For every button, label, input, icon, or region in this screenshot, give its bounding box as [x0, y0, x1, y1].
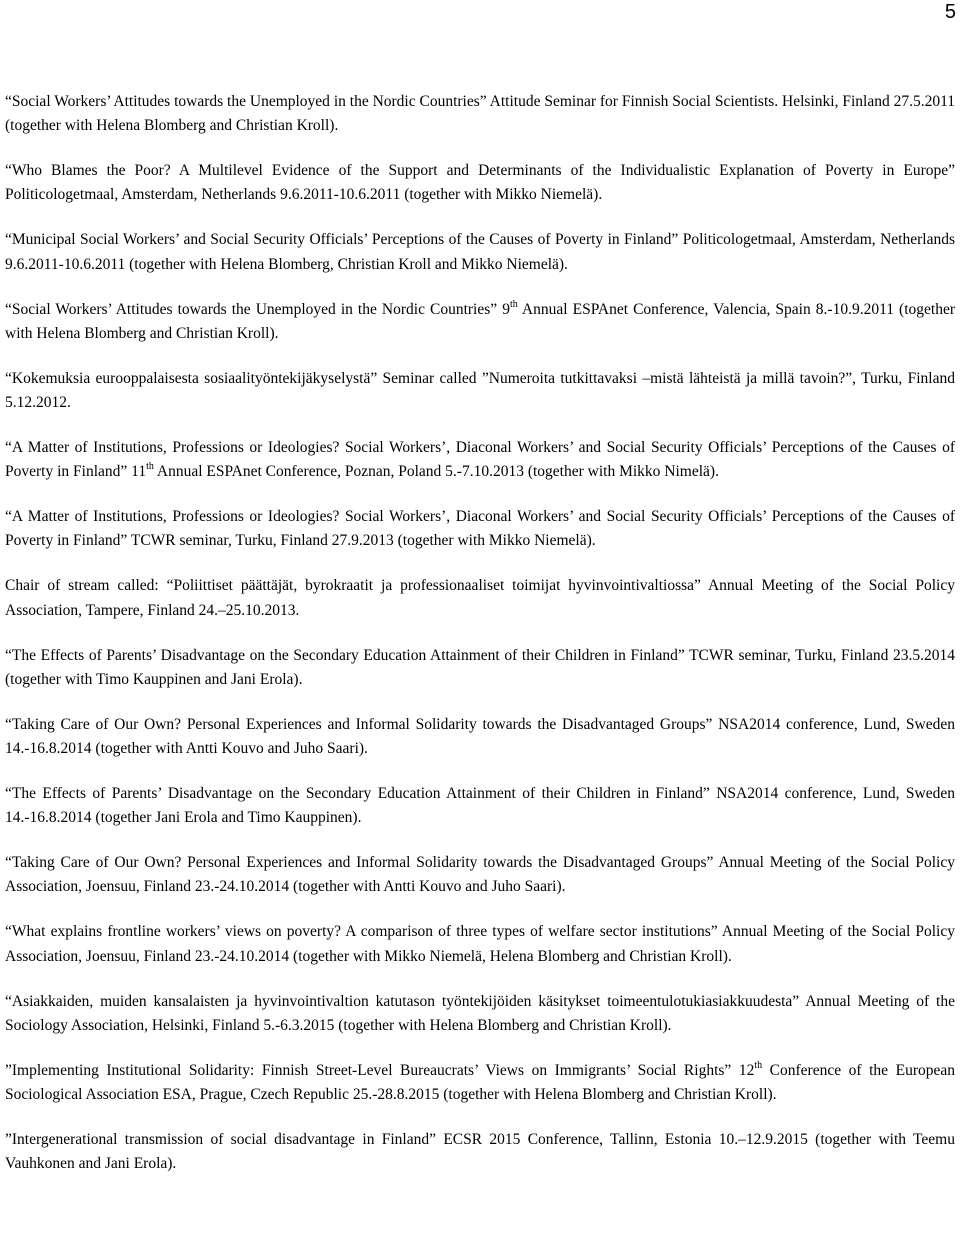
ordinal-suffix: th — [509, 298, 518, 310]
list-item: “Kokemuksia eurooppalaisesta sosiaalityöntekijäkyselystä” Seminar called ”Numeroita tutkittavaksi –mistä lähteistä ja millä tavoin?”, Turku, Finland 5.12.2012. — [5, 369, 955, 412]
page-number: 5 — [944, 1, 956, 23]
list-item: “Municipal Social Workers’ and Social Security Officials’ Perceptions of the Causes of Poverty in Finland” Politicologetmaal, Amsterdam, Netherlands 9.6.2011-10.6.2011 (together with Helena Blomberg, Christian Kroll and Mikko Niemelä). — [5, 231, 955, 273]
list-item: Chair of stream called: “Poliittiset päättäjät, byrokraatit ja professionaaliset toimijat hyvinvointivaltiossa” Annual Meeting of the Social Policy Association, Tampere, Finland 24.–25.10.2013. — [5, 577, 955, 619]
ordinal-suffix: th — [146, 461, 154, 473]
list-item — [5, 436, 955, 484]
list-item: “The Effects of Parents’ Disadvantage on the Secondary Education Attainment of their Children in Finland” NSA2014 conference, Lund, Sweden 14.-16.8.2014 (together Jani Erola and Timo Kauppinen). — [5, 785, 955, 827]
list-item: “The Effects of Parents’ Disadvantage on the Secondary Education Attainment of their Children in Finland” TCWR seminar, Turku, Finland 23.5.2014 (together with Timo Kauppinen and Jani Erola). — [5, 646, 955, 688]
list-item: “A Matter of Institutions, Professions or Ideologies? Social Workers’, Diaconal Workers’ and Social Security Officials’ Perceptions of the Causes of Poverty in Finland” TCWR seminar, Turku, Finland 27.9.2013 (together with Mikko Niemelä). — [5, 508, 955, 550]
list-item: “Social Workers’ Attitudes towards the Unemployed in the Nordic Countries” Attitude Seminar for Finnish Social Scientists. Helsinki, Finland 27.5.2011 (together with Helena Blomberg and Christian Kroll). — [5, 93, 955, 135]
presentation-list — [5, 90, 955, 1197]
entry-text-end: Conference of the European Sociological Association ESA, Prague, Czech Republic 25.-28.8.2015 (together with Helena Blomberg and Christian Kroll). — [5, 1061, 955, 1104]
list-item: “Who Blames the Poor? A Multilevel Evidence of the Support and Determinants of the Individualistic Explanation of Poverty in Europe” Politicologetmaal, Amsterdam, Netherlands 9.6.2011-10.6.2011 (together with Mikko Niemelä). — [5, 162, 955, 204]
entry-text-end: Annual ESPAnet Conference, Valencia, Spain 8.-10.9.2011 (together with Helena Blomberg and Christian Kroll). — [5, 300, 955, 342]
ordinal-suffix: th — [754, 1059, 763, 1071]
list-item: “Taking Care of Our Own? Personal Experiences and Informal Solidarity towards the Disadvantaged Groups” NSA2014 conference, Lund, Sweden 14.-16.8.2014 (together with Antti Kouvo and Juho Saari). — [5, 715, 955, 758]
list-item: ”Intergenerational transmission of social disadvantage in Finland” ECSR 2015 Conference, Tallinn, Estonia 10.–12.9.2015 (together with Teemu Vauhkonen and Jani Erola). — [5, 1131, 955, 1173]
list-item: “What explains frontline workers’ views on poverty? A comparison of three types of welfare sector institutions” Annual Meeting of the Social Policy Association, Joensuu, Finland 23.-24.10.2014 (together with Mikko Niemelä, Helena Blomberg and Christian Kroll). — [5, 923, 955, 965]
list-item: “Asiakkaiden, muiden kansalaisten ja hyvinvointivaltion katutason työntekijöiden käsitykset toimeentulotukiasiakkuudesta” Annual Meeting of the Sociology Association, Helsinki, Finland 5.-6.3.2015 (together with Helena Blomberg and Christian Kroll). — [5, 992, 955, 1034]
list-item — [5, 1059, 955, 1107]
list-item: “Taking Care of Our Own? Personal Experiences and Informal Solidarity towards the Disadvantaged Groups” Annual Meeting of the Social Policy Association, Joensuu, Finland 23.-24.10.2014 (together with Antti Kouvo and Juho Saari). — [5, 854, 955, 896]
entry-text-start: ”Implementing Institutional Solidarity: Finnish Street-Level Bureaucrats’ Views on Immigrants’ Social Rights” 12 — [5, 1061, 755, 1079]
entry-text-start: “A Matter of Institutions, Professions or Ideologies? Social Workers’, Diaconal Workers’ and Social Security Officials’ Perceptions of the Causes of Poverty in Finland” 11 — [5, 439, 955, 481]
list-item — [5, 298, 955, 346]
entry-text-end: Annual ESPAnet Conference, Poznan, Poland 5.-7.10.2013 (together with Mikko Nimelä). — [153, 463, 719, 481]
entry-text-start: “Social Workers’ Attitudes towards the Unemployed in the Nordic Countries” 9 — [5, 300, 510, 318]
